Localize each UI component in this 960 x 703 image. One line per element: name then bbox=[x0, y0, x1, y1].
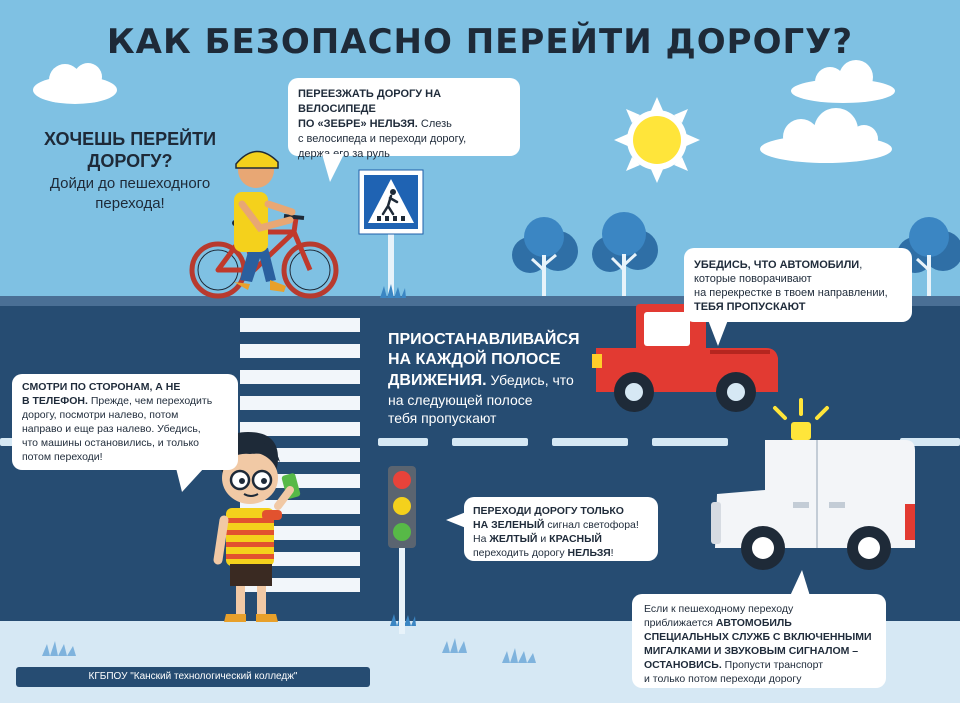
cloud-icon bbox=[788, 55, 898, 105]
phone-tip-line4: направо и еще раз налево. Убедись, bbox=[22, 423, 201, 435]
emergency-tip-bubble bbox=[632, 594, 886, 688]
lane-marking bbox=[452, 438, 528, 446]
lane-tip-line1: ПРИОСТАНАВЛИВАЙСЯ bbox=[388, 331, 580, 348]
bubble-tail bbox=[176, 468, 204, 492]
cloud-icon bbox=[30, 55, 120, 105]
light-tip-line4-c: ! bbox=[610, 547, 614, 559]
bike-tip-bold-line2: ПО «ЗЕБРЕ» НЕЛЬЗЯ. bbox=[298, 118, 418, 130]
pedestrian-crossing-sign-icon bbox=[355, 168, 427, 298]
light-tip-line3-c: и bbox=[537, 533, 550, 545]
bike-tip-line4: держа его за руль bbox=[298, 148, 390, 160]
bubble-tail bbox=[790, 570, 810, 596]
cloud-icon bbox=[756, 105, 896, 165]
lane-tip-line3-bold: ДВИЖЕНИЯ. bbox=[388, 372, 487, 389]
light-tip-bold-line1: ПЕРЕХОДИ ДОРОГУ ТОЛЬКО bbox=[473, 505, 624, 517]
emergency-tip-bold-line5: ОСТАНОВИСЬ. bbox=[644, 659, 722, 671]
bubble-tail bbox=[446, 512, 466, 528]
phone-tip-line3: дорогу, посмотри налево, потом bbox=[22, 409, 179, 421]
emergency-tip-bold-line4: МИГАЛКАМИ И ЗВУКОВЫМ СИГНАЛОМ – bbox=[644, 645, 859, 657]
car-tip-comma: , bbox=[859, 259, 863, 271]
tree-icon bbox=[510, 215, 580, 297]
car-tip-bubble bbox=[684, 248, 912, 322]
emergency-tip-line6: и только потом переходи дорогу bbox=[644, 673, 802, 685]
footer-college: КГБПОУ "Канский технологический колледж" bbox=[16, 667, 370, 687]
car-tip-line2: которые поворачивают bbox=[694, 273, 812, 285]
phone-tip-line6: потом переходи! bbox=[22, 451, 103, 463]
lane-tip-line2: НА КАЖДОЙ ПОЛОСЕ bbox=[388, 351, 561, 368]
light-tip-bold-line2: НА ЗЕЛЕНЫЙ bbox=[473, 519, 545, 531]
intro-text-line1: Дойди до пешеходного bbox=[49, 175, 211, 192]
lane-tip bbox=[388, 330, 598, 427]
traffic-light-icon bbox=[382, 464, 422, 634]
light-tip-line2: сигнал светофора! bbox=[544, 519, 639, 531]
car-tip-bold-b: ТЕБЯ ПРОПУСКАЮТ bbox=[694, 301, 806, 313]
intro-heading-line2: ДОРОГУ? bbox=[87, 151, 173, 171]
lane-tip-line5: тебя пропускают bbox=[388, 410, 497, 426]
intro-text-line2: перехода! bbox=[95, 195, 165, 212]
phone-tip-bold-line2: В ТЕЛЕФОН. bbox=[22, 395, 88, 407]
emergency-car-icon bbox=[705, 398, 920, 570]
bubble-tail bbox=[322, 154, 344, 182]
emergency-tip-line5: Пропусти транспорт bbox=[721, 659, 824, 671]
emergency-tip-bold-line3: СПЕЦИАЛЬНЫХ СЛУЖБ С ВКЛЮЧЕННЫМИ bbox=[644, 631, 872, 643]
intro-block bbox=[20, 128, 240, 214]
emergency-tip-line2: приближается bbox=[644, 617, 716, 629]
lane-tip-line3: Убедись, что bbox=[486, 372, 574, 388]
lane-marking bbox=[552, 438, 628, 446]
emergency-tip-bold-car: АВТОМОБИЛЬ bbox=[715, 617, 792, 629]
sun-icon bbox=[612, 95, 702, 185]
grass-icon bbox=[378, 282, 408, 298]
car-tip-line3: на перекрестке в твоем направлении, bbox=[694, 287, 888, 299]
phone-tip-bubble bbox=[12, 374, 238, 470]
phone-tip-line5: что машины остановились, и только bbox=[22, 437, 200, 449]
page-title: КАК БЕЗОПАСНО ПЕРЕЙТИ ДОРОГУ? bbox=[106, 22, 854, 62]
car-tip-bold-a: УБЕДИСЬ, ЧТО АВТОМОБИЛИ bbox=[694, 259, 860, 271]
light-tip-red: КРАСНЫЙ bbox=[549, 533, 602, 545]
phone-tip-bold-line1: СМОТРИ ПО СТОРОНАМ, А НЕ bbox=[22, 381, 181, 393]
light-tip-yellow: ЖЕЛТЫЙ bbox=[489, 533, 538, 545]
light-tip-forbidden: НЕЛЬЗЯ bbox=[567, 547, 611, 559]
grass-icon bbox=[440, 635, 470, 653]
bike-tip-bubble bbox=[288, 78, 520, 160]
bubble-tail bbox=[708, 320, 728, 346]
light-tip-line4-a: переходить дорогу bbox=[473, 547, 568, 559]
bike-tip-bold-line1: ПЕРЕЕЗЖАТЬ ДОРОГУ НА ВЕЛОСИПЕДЕ bbox=[298, 88, 442, 115]
lane-tip-line4: на следующей полосе bbox=[388, 392, 533, 408]
grass-icon bbox=[500, 645, 540, 663]
light-tip-line3-a: На bbox=[473, 533, 490, 545]
light-tip-bubble bbox=[464, 497, 658, 561]
bike-tip-text: Слезь bbox=[417, 118, 452, 130]
bike-tip-line3: с велосипеда и переходи дорогу, bbox=[298, 133, 467, 145]
intro-heading-line1: ХОЧЕШЬ ПЕРЕЙТИ bbox=[43, 129, 217, 149]
lane-marking bbox=[378, 438, 428, 446]
emergency-tip-line1: Если к пешеходному переходу bbox=[644, 603, 794, 615]
tree-icon bbox=[590, 210, 660, 298]
grass-icon bbox=[40, 638, 80, 656]
phone-tip-line2: Прежде, чем переходить bbox=[87, 395, 213, 407]
